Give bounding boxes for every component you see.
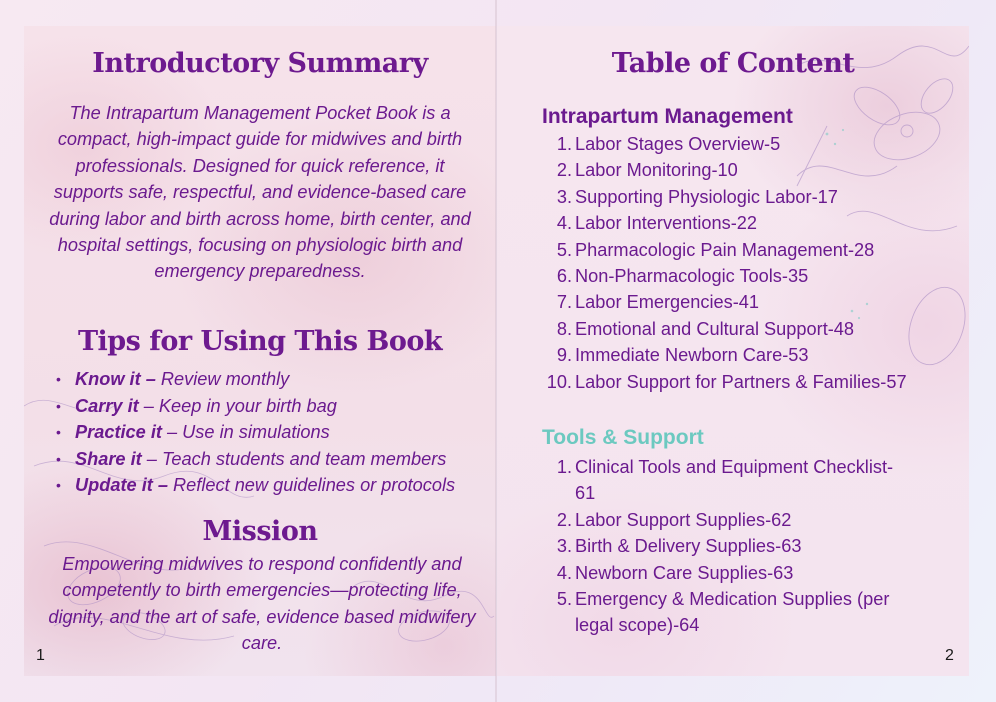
toc-item-number: 4. [556, 213, 572, 234]
toc-item-text: Supporting Physiologic Labor-17 [575, 186, 838, 207]
toc-item-number: 5. [556, 589, 572, 610]
tips-list [56, 366, 486, 499]
intro-text: The Intrapartum Management Pocket Book is a compact, high-impact guide for midwives and birth professionals. Designed for quick reference, it supports safe, respectful, and evidence-based care during labor and birth across home, birth center, and hospital settings, focusing on physiologic birth and emergency preparedness. [49, 103, 471, 282]
toc-list-intrapartum [542, 131, 962, 395]
toc-item [542, 369, 962, 395]
toc-item [542, 507, 902, 533]
toc-item-text: Labor Support Supplies-62 [575, 509, 792, 530]
toc-item-text: Labor Stages Overview-5 [575, 134, 781, 154]
toc-item-text: Labor Support for Partners & Families-57 [575, 371, 907, 392]
tips-title: Tips for Using This Book [77, 326, 443, 357]
list-item [56, 472, 486, 499]
toc-item-text: Labor Emergencies-41 [575, 292, 759, 313]
toc-item-number: 3. [556, 536, 572, 557]
toc-item-text: Non-Pharmacologic Tools-35 [575, 266, 809, 287]
toc-item [542, 210, 962, 236]
toc-item [542, 586, 902, 639]
tip-text: Review monthly [155, 369, 290, 389]
toc-item-text: Immediate Newborn Care-53 [575, 345, 809, 366]
toc-item-number: 3. [556, 186, 572, 207]
list-item [56, 419, 486, 446]
toc-item-number: 9. [556, 345, 572, 366]
tip-bold: Update it – [75, 475, 168, 495]
toc-item [542, 533, 902, 559]
toc-item-text: Labor Interventions-22 [575, 213, 757, 234]
toc-item-text: Newborn Care Supplies-63 [575, 562, 794, 583]
list-item [56, 393, 486, 420]
list-item [56, 446, 486, 473]
bullet: • [56, 424, 61, 440]
list-item [56, 366, 486, 393]
toc-item-text: Pharmacologic Pain Management-28 [575, 239, 875, 260]
tip-bold: Know it – [75, 369, 156, 389]
toc-item-text: Emotional and Cultural Support-48 [575, 318, 855, 339]
toc-item-number: 1. [556, 457, 572, 477]
toc-item-text: Labor Monitoring-10 [575, 160, 738, 181]
toc-item-text: Birth & Delivery Supplies-63 [575, 536, 802, 557]
bullet: • [56, 397, 61, 414]
page-number: 1 [36, 647, 45, 664]
toc-item-number: 10. [546, 371, 572, 392]
toc-item-number: 8. [556, 318, 572, 339]
tip-bold: Practice it [75, 422, 162, 442]
toc-item-text: Clinical Tools and Equipment Checklist-61 [575, 457, 894, 504]
toc-item [542, 316, 962, 342]
mission-text: Empowering midwives to respond confidently and competently to birth emergencies—protecting life, dignity, and the art of safe, evidence based midwifery care. [48, 554, 476, 654]
toc-item [542, 184, 962, 210]
tip-text: – Use in simulations [161, 422, 330, 442]
toc-item [542, 131, 962, 157]
right-page [497, 26, 969, 676]
toc-item-number: 2. [556, 509, 572, 530]
toc-item [542, 263, 962, 289]
left-page [24, 26, 496, 676]
tip-text: Reflect new guidelines or protocols [167, 475, 456, 495]
toc-item [542, 560, 902, 586]
tip-text: – Teach students and team members [141, 448, 447, 469]
tip-text: – Keep in your birth bag [138, 395, 337, 416]
bullet: • [56, 450, 61, 467]
toc-item [542, 237, 962, 263]
toc-item [542, 157, 962, 183]
toc-item [542, 454, 902, 507]
toc-item-number: 5. [556, 239, 572, 260]
toc-item-number: 2. [556, 160, 572, 181]
toc-list-tools [542, 454, 902, 639]
toc-item [542, 342, 962, 368]
toc-title: Table of Content [611, 48, 855, 79]
bullet: • [56, 477, 61, 493]
tip-bold: Share it [75, 448, 142, 469]
toc-item-number: 1. [556, 134, 572, 154]
bullet: • [56, 371, 61, 387]
intro-title: Introductory Summary [92, 48, 428, 79]
page-number: 2 [945, 647, 954, 664]
toc-item-number: 7. [556, 292, 572, 313]
toc-item-number: 6. [556, 266, 572, 287]
tip-bold: Carry it [75, 395, 139, 416]
section-heading-intrapartum: Intrapartum Management [542, 105, 793, 128]
toc-item [542, 289, 962, 315]
toc-item-text: Emergency & Medication Supplies (per legal scope)-64 [575, 589, 890, 636]
section-heading-tools: Tools & Support [542, 426, 704, 449]
toc-item-number: 4. [556, 562, 572, 583]
mission-title: Mission [202, 516, 318, 547]
